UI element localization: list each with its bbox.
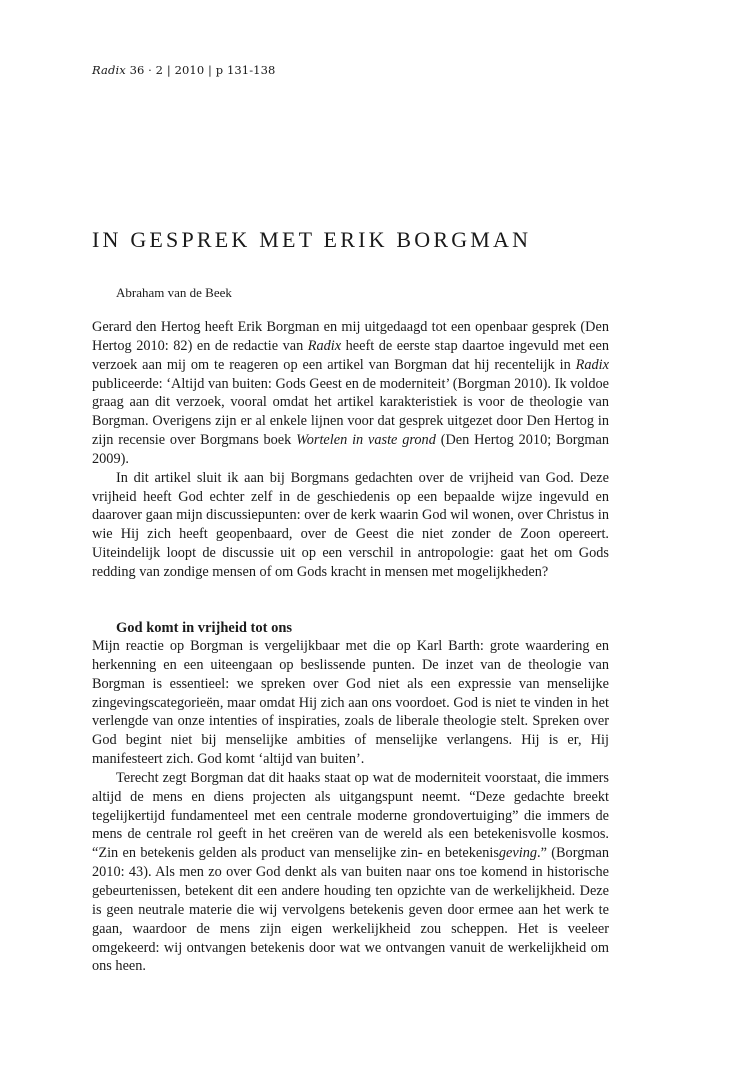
- article-title: IN GESPREK MET ERIK BORGMAN: [92, 227, 532, 252]
- running-head: [92, 63, 275, 77]
- section-body: [92, 637, 609, 976]
- paragraph-4-emphasis: geving: [498, 845, 538, 862]
- article-author: Abraham van de Beek: [116, 285, 232, 300]
- paragraph-1-journal-ref-1: Radix: [307, 337, 342, 354]
- paragraph-1-text-d: (Den Hertog 2010; Borgman 2009).: [92, 432, 609, 467]
- paragraph-1-text-c: publiceerde: ‘Altijd van buiten: Gods Geest en de moderniteit’ (Borgman 2010). Ik voldoe graag aan dit verzoek, vooral omdat het artikel karakteristiek is voor de theologie van Borgman. Overigens zijn er al enkele lijnen voor dat gesprek uitgezet door Den Hertog in zijn recensie over Borgmans boek: [92, 375, 609, 449]
- section-heading: God komt in vrijheid tot ons: [116, 620, 293, 636]
- journal-name: Radix: [92, 63, 126, 77]
- paragraph-1-text-b: heeft de eerste stap daartoe ingevuld met een verzoek aan mij om te reageren op een artikel van Borgman dat hij recentelijk in: [92, 337, 610, 373]
- paragraph-1-book-title: Wortelen in vaste grond: [296, 432, 436, 449]
- paragraph-4: [92, 769, 609, 976]
- intro-section: [92, 318, 609, 582]
- paragraph-1-journal-ref-2: Radix: [575, 356, 609, 373]
- paragraph-1-text-a: Gerard den Hertog heeft Erik Borgman en mij uitgedaagd tot een openbaar gesprek (Den Hertog 2010: 82) en de redactie van: [92, 319, 609, 354]
- paragraph-4-text-b: .” (Borgman 2010: 43). Als men zo over God denkt als van buiten naar ons toe komend in historische gebeurtenissen, betekent dit een andere houding ten opzichte van de werkelijkheid. Deze is geen neutrale materie die wij vervolgens betekenis geven door ermee aan het werk te gaan, waardoor de mens zijn eigen werkelijkheid zou scheppen. Het is veeleer omgekeerd: wij ontvangen betekenis door wat we ontvangen vanuit de werkelijkheid om ons heen.: [92, 845, 609, 975]
- paragraph-3: Mijn reactie op Borgman is vergelijkbaar met die op Karl Barth: grote waardering en herkenning en een uiteengaan op beslissende punten. De inzet van de theologie van Borgman is essentieel: we spreken over God niet als een expressie van menselijke zingevingscategorieën, maar omdat Hij zich aan ons voordoet. God is niet te vinden in het verlengde van onze intenties of inspiraties, zoals de liberale theologie stelt. Spreken over God begint niet bij menselijke ambities of menselijke verlangens. Hij is er, Hij manifesteert zich. God komt ‘altijd van buiten’.: [92, 638, 609, 768]
- paragraph-1: [92, 318, 609, 469]
- issue-info: 36 · 2 | 2010 | p 131-138: [129, 63, 276, 77]
- paragraph-4-text-a: Terecht zegt Borgman dat dit haaks staat op wat de moderniteit voorstaat, die immers altijd de mens en diens projecten als uitgangspunt neemt. “Deze gedachte breekt tegelijkertijd fundamenteel met een centrale moderne grondovertuiging” die immers de mens de centrale rol geeft in het creëren van de wereld als een betekenisvolle kosmos. “Zin en betekenis gelden als product van menselijke zin- en betekenis: [92, 769, 609, 862]
- paragraph-2: In dit artikel sluit ik aan bij Borgmans gedachten over de vrijheid van God. Deze vrijheid heeft God echter zelf in de geschiedenis op een bepaalde wijze ingevuld en daarover gaan mijn discussiepunten: over de kerk waarin God wil wonen, over Christus in wie Hij zich heeft geopenbaard, over de Geest die niet zonder de Zoon opereert. Uiteindelijk loopt de discussie uit op een verschil in antropologie: gaat het om Gods redding van zondige mensen of om Gods kracht in mensen met mogelijkheden?: [92, 469, 609, 580]
